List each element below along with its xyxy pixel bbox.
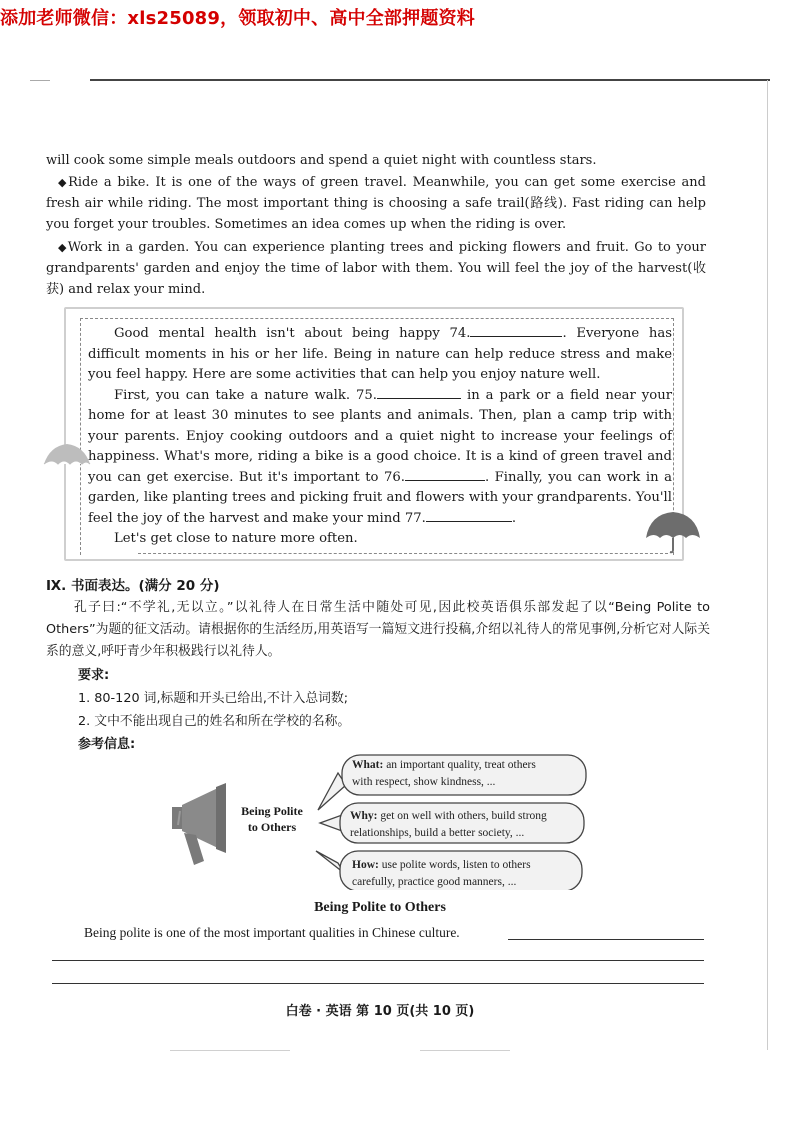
summary-paragraph-1 [88, 324, 672, 386]
footer-rule [170, 1050, 290, 1051]
answer-line[interactable] [508, 939, 704, 940]
reading-paragraph-2 [46, 172, 706, 235]
blank-75[interactable] [377, 386, 461, 399]
top-rule [90, 79, 770, 81]
bubble-what-text [352, 757, 536, 791]
reading-paragraph-3 [46, 237, 706, 300]
reference-title: 参考信息: [78, 737, 136, 752]
writing-instruction: 孔子曰:“不学礼,无以立。”以礼待人在日常生活中随处可见,因此校英语俱乐部发起了以“Being Polite to Others”为题的征文活动。请根据你的生活经历,用英语写一篇短文进行投稿,介绍以礼待人的常见事例,分析它对人际关系的意义,呼吁青少年积极践行以礼待人。 [46, 600, 710, 659]
diagram-center-label-line: Being Polite [241, 804, 303, 818]
page-footer: 白卷 · 英语 第 10 页(共 10 页) [285, 1004, 475, 1019]
summary-text-segment: . [511, 510, 517, 526]
bubble-line: with respect, show kindness, ... [352, 776, 496, 788]
answer-line[interactable] [52, 983, 704, 984]
bubble-key: What: [352, 759, 384, 771]
summary-text-segment: . Everyone has difficult moments in his or her life. Being in nature can help reduce stress and make you feel happy. Here are some activities that can help you enjoy nature well. [88, 326, 672, 382]
bubble-key: Why: [350, 810, 378, 822]
summary-paragraph-2 [88, 386, 672, 530]
reading-paragraph-2-text: Ride a bike. It is one of the ways of green travel. Meanwhile, you can get some exercise and fresh air while riding. The most important thing is choosing a safe trail(路线). Fast riding can help you forget your troubles. Sometimes an idea comes up when the riding is over. [46, 175, 706, 232]
summary-text-segment: in a park or a field near your home for at least 30 minutes to see plants and animals. Then, plan a camp trip with your parents. Enjoy cooking outdoors and a quiet night to increase your feelings of happiness. What's more, riding a bike is a good choice. It is a kind of green travel and you can get exercise. But it's important to 76. [88, 387, 672, 485]
requirement-2: 2. 文中不能出现自己的姓名和所在学校的名称。 [78, 714, 351, 729]
summary-dashed-bottom [138, 553, 668, 555]
page-edge-line [767, 80, 768, 1050]
answer-line[interactable] [52, 960, 704, 961]
bubble-line: use polite words, listen to others [378, 859, 531, 871]
left-cloud-umbrella-icon [40, 438, 94, 472]
footer-rule [420, 1050, 510, 1051]
essay-opening-sentence: Being polite is one of the most important qualities in Chinese culture. [84, 925, 460, 940]
diagram-center-label [233, 803, 311, 835]
bubble-key: How: [352, 859, 379, 871]
reading-paragraph-3-text: Work in a garden. You can experience planting trees and picking flowers and fruit. Go to your grandparents' garden and enjoy the time of labor with them. You will feel the joy of the harvest(收获) and relax your mind. [46, 240, 706, 297]
diamond-bullet-icon: ◆ [58, 176, 69, 189]
summary-paragraph-3: Let's get close to nature more often. [114, 531, 358, 546]
bubble-line: relationships, build a better society, ... [350, 827, 525, 839]
bubble-line: carefully, practice good manners, ... [352, 876, 517, 888]
megaphone-icon [172, 783, 226, 865]
essay-title: Being Polite to Others [314, 900, 446, 915]
requirement-1: 1. 80-120 词,标题和开头已给出,不计入总词数; [78, 691, 349, 706]
summary-text-segment: First, you can take a nature walk. 75. [114, 387, 377, 403]
summary-text-segment: . Finally, you can work in a garden, like planting trees and picking fruit and flowers with your grandparents. You'll feel the joy of the harvest and make your mind 77. [88, 469, 672, 526]
blank-76[interactable] [405, 468, 485, 481]
summary-text-segment: Good mental health isn't about being happy 74. [114, 326, 471, 341]
summary-text [88, 324, 672, 550]
requirements-title: 要求: [78, 668, 110, 683]
reading-paragraph-1: will cook some simple meals outdoors and spend a quiet night with countless stars. [46, 153, 597, 168]
diagram-center-label-line: to Others [247, 820, 297, 834]
blank-74[interactable] [470, 324, 562, 337]
top-rule-fragment [30, 80, 50, 81]
bubble-line: an important quality, treat others [383, 759, 536, 771]
diamond-bullet-icon: ◆ [58, 241, 68, 254]
bubble-line: get on well with others, build strong [377, 810, 547, 822]
blank-77[interactable] [426, 509, 512, 522]
bubble-how-text [352, 857, 531, 891]
watermark-text: 添加老师微信：xls25089，领取初中、高中全部押题资料 [0, 8, 475, 29]
section-title: Ⅸ. 书面表达。(满分 20 分) [46, 578, 220, 594]
bubble-why-text [350, 808, 547, 842]
